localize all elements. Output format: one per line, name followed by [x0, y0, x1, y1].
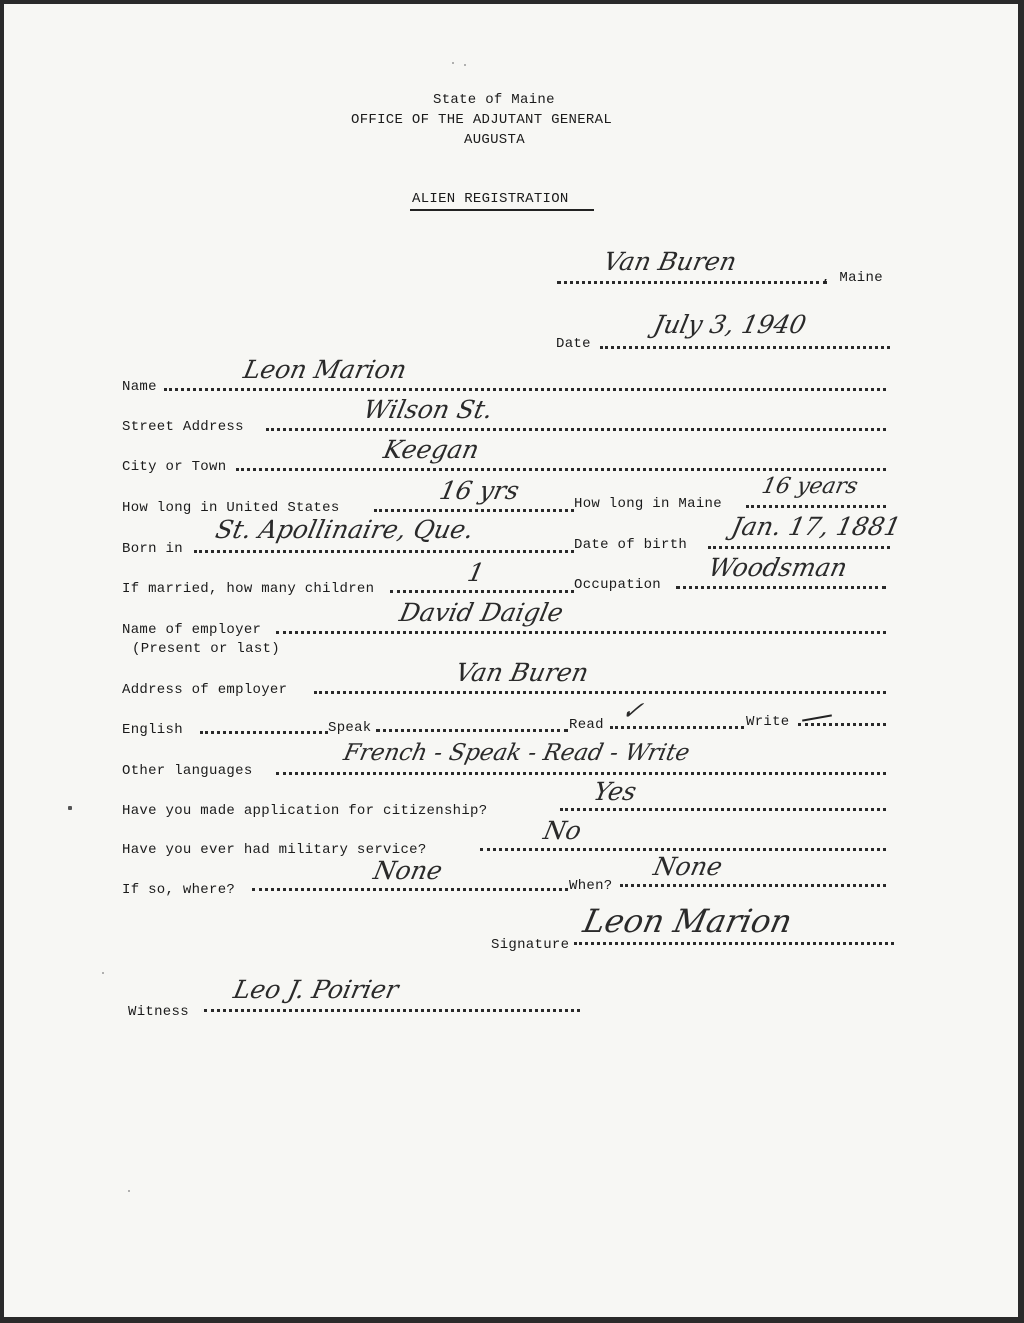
speak-label: Speak: [328, 720, 372, 736]
other-languages-label: Other languages: [122, 763, 253, 779]
other-languages-value: French - Speak - Read - Write: [341, 740, 692, 766]
read-label: Read: [569, 717, 604, 733]
where-label: If so, where?: [122, 882, 236, 898]
born-in-value: St. Apollinaire, Que.: [213, 515, 477, 544]
read-value: ✓: [619, 696, 647, 725]
how-long-us-dots: [374, 509, 574, 512]
date-of-birth-label: Date of birth: [574, 537, 688, 553]
read-dots: [610, 726, 744, 729]
date-of-birth-value: Jan. 17, 1881: [729, 512, 904, 541]
occupation-value: Woodsman: [706, 553, 850, 582]
scan-speck: [102, 972, 104, 974]
citizenship-dots: [560, 808, 886, 811]
military-dots: [480, 848, 886, 851]
military-label: Have you ever had military service?: [122, 842, 427, 858]
how-long-maine-label: How long in Maine: [574, 496, 722, 512]
write-dash-mark: [802, 714, 832, 721]
city-label: City or Town: [122, 459, 227, 475]
when-value: None: [651, 852, 726, 881]
name-value: Leon Marion: [241, 355, 410, 384]
date-of-birth-dots: [708, 546, 890, 549]
when-dots: [620, 884, 886, 887]
document-page: [4, 4, 1018, 1317]
write-label: Write: [746, 714, 790, 730]
citizenship-value: Yes: [591, 777, 640, 806]
date-dots: [600, 346, 890, 349]
scan-speck: [128, 1190, 130, 1192]
employer-dots: [276, 631, 886, 634]
where-dots: [252, 888, 568, 891]
where-value: None: [371, 856, 446, 885]
scan-speck: [464, 64, 466, 66]
city-dots: [236, 468, 886, 471]
children-value: 1: [465, 558, 488, 587]
born-in-label: Born in: [122, 541, 183, 557]
form-title: ALIEN REGISTRATION: [412, 191, 569, 207]
witness-value: Leo J. Poirier: [231, 975, 402, 1004]
speak-dots: [376, 729, 568, 732]
other-languages-dots: [276, 772, 886, 775]
occupation-dots: [676, 586, 886, 589]
signature-label: Signature: [491, 937, 570, 953]
employer-value: David Daigle: [397, 598, 566, 627]
employer-address-dots: [314, 691, 886, 694]
employer-address-value: Van Buren: [453, 658, 592, 687]
how-long-us-value: 16 yrs: [437, 476, 522, 505]
born-in-dots: [194, 550, 574, 553]
children-label: If married, how many children: [122, 581, 375, 597]
title-underline: [410, 209, 594, 211]
scan-speck: [68, 806, 72, 810]
how-long-us-label: How long in United States: [122, 500, 340, 516]
header-office: OFFICE OF THE ADJUTANT GENERAL: [351, 112, 613, 128]
signature-dots: [574, 942, 894, 945]
employer-note: (Present or last): [132, 641, 280, 657]
english-dots: [200, 731, 328, 734]
state-label: , Maine: [822, 270, 883, 286]
military-value: No: [541, 816, 585, 845]
name-label: Name: [122, 379, 157, 395]
how-long-maine-dots: [746, 505, 886, 508]
english-label: English: [122, 722, 183, 738]
how-long-maine-value: 16 years: [759, 474, 861, 499]
name-dots: [164, 388, 886, 391]
town-value: Van Buren: [601, 247, 740, 276]
date-label: Date: [556, 336, 591, 352]
street-label: Street Address: [122, 419, 244, 435]
scan-speck: [452, 62, 454, 64]
when-label: When?: [569, 878, 613, 894]
header-state: State of Maine: [433, 92, 555, 108]
employer-address-label: Address of employer: [122, 682, 288, 698]
write-dots: [798, 723, 886, 726]
employer-label: Name of employer: [122, 622, 262, 638]
occupation-label: Occupation: [574, 577, 662, 593]
signature-value: Leon Marion: [579, 902, 796, 940]
street-value: Wilson St.: [361, 395, 496, 424]
header-city: AUGUSTA: [464, 132, 525, 148]
city-value: Keegan: [381, 435, 482, 464]
town-dots: [557, 281, 827, 284]
children-dots: [390, 590, 574, 593]
witness-dots: [204, 1009, 580, 1012]
date-value: July 3, 1940: [651, 310, 809, 339]
citizenship-label: Have you made application for citizenship?: [122, 803, 488, 819]
witness-label: Witness: [128, 1004, 189, 1020]
street-dots: [266, 428, 886, 431]
